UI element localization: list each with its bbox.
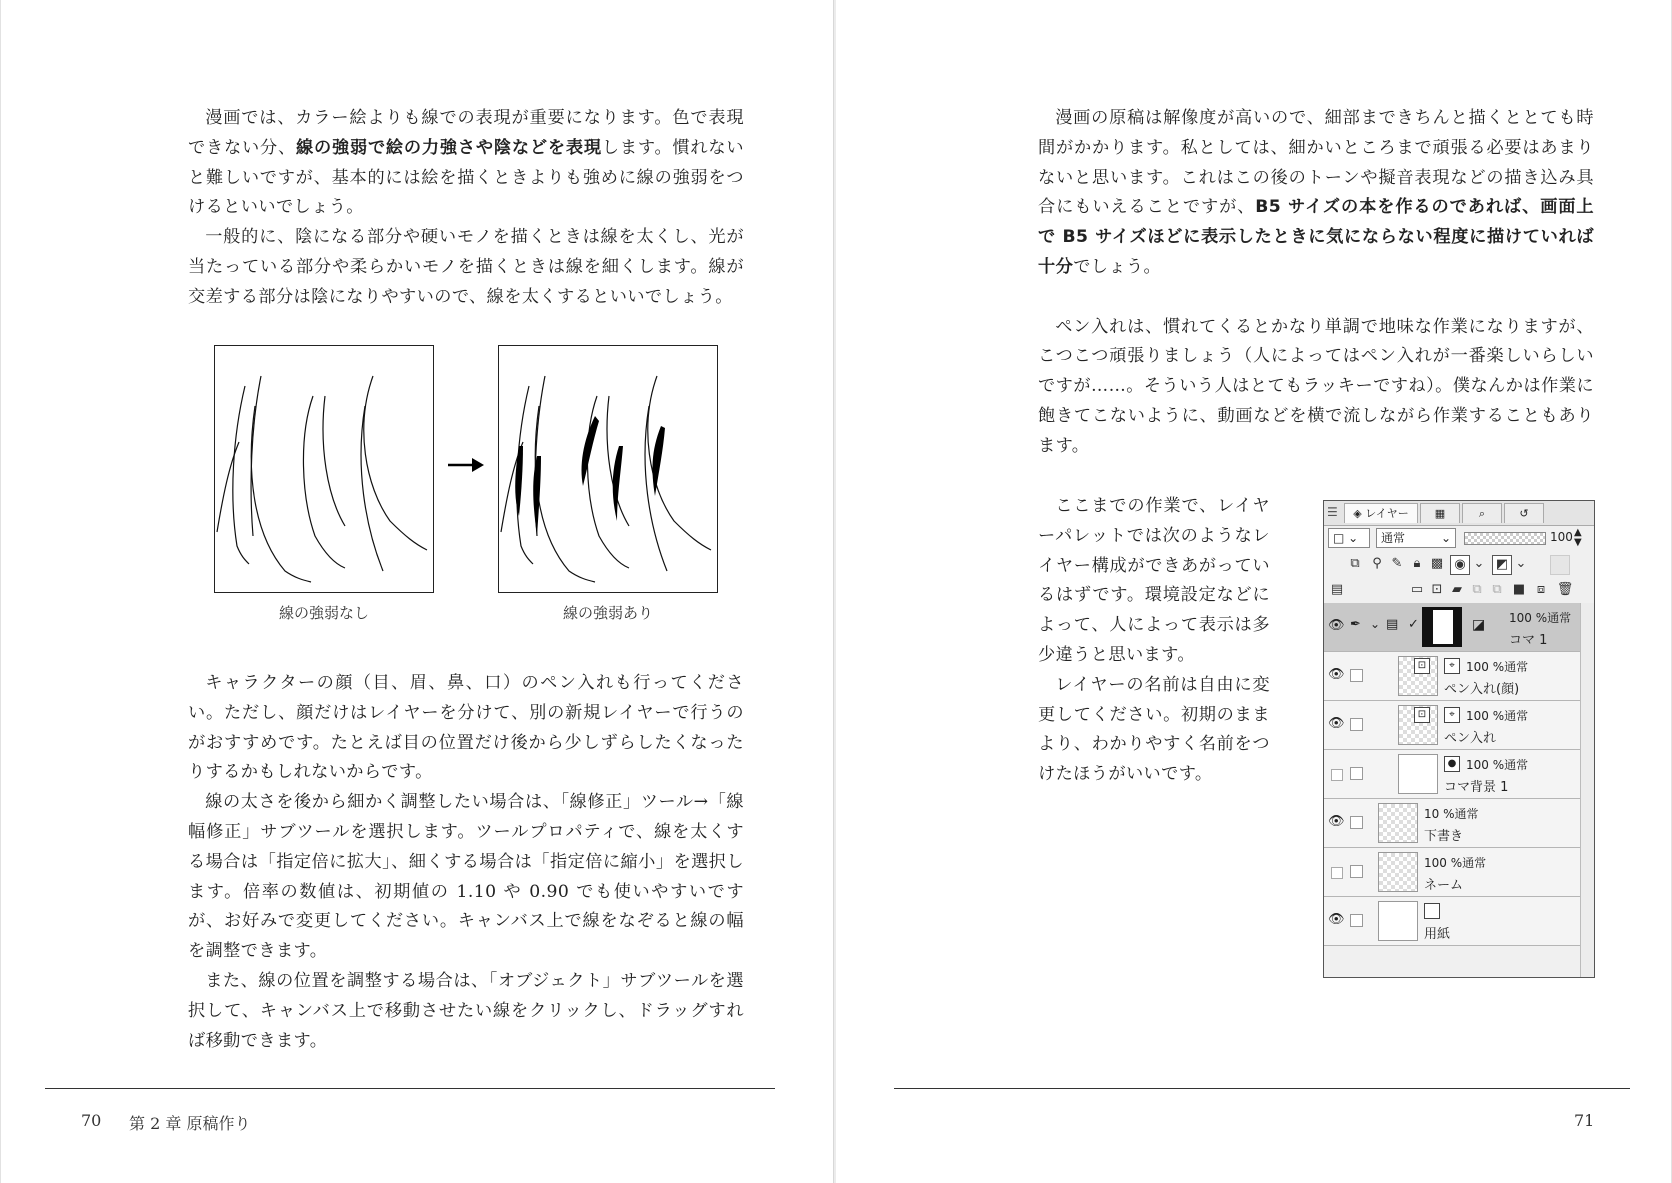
delete-layer-icon[interactable]: 🗑︎ [1556,582,1574,597]
layer-opacity-blend: 100 %通常 [1509,611,1572,625]
layer-name: ネーム [1424,878,1464,893]
show-mask-icon[interactable]: ◩ [1492,555,1512,575]
layer-type-icon: ⊡ [1414,707,1430,723]
page-number-left: 70 [81,1111,102,1130]
right-side-text [1038,492,1270,790]
paragraph: 漫画の原稿は解像度が高いので、細部まできちんと描くととても時間がかかります。私としては、細かいところまで頑張る必要はあまりないと思います。これはこの後のトーンや擬音表現などの描き込み具合にもいえることですが、B5 サイズの本を作るのであれば、画面上で B5 サイズほどに表示したときに気にならない程度に描けていれば十分でしょう。 [1038,108,1594,277]
tab-layer-property[interactable] [1420,503,1460,523]
checkmark-icon: ✓ [1408,617,1419,632]
layer-list-scrollbar[interactable] [1580,603,1594,977]
pen-icon[interactable]: ✒ [1350,617,1361,632]
layer-name: 用紙 [1424,927,1451,942]
layer-opacity-blend: 100 %通常 [1466,709,1529,723]
palette-color-icon[interactable] [1550,555,1570,575]
clip-layer-icon[interactable]: ⧉ [1350,556,1360,571]
opacity-slider[interactable] [1464,532,1546,545]
layer-name: コマ背景 1 [1444,780,1509,795]
merge-down-icon[interactable]: ⧉ [1492,582,1502,597]
history-icon: ↺ [1519,507,1529,520]
eye-icon[interactable]: 👁︎ [1328,716,1345,731]
chevron-down-icon[interactable]: ⌄ [1515,556,1527,571]
tab-layer-label: レイヤー [1365,507,1409,520]
mask-icon[interactable]: ◉ [1450,555,1470,575]
footer-rule [45,1088,775,1089]
layer-toolbar-2 [1328,579,1590,603]
mask-thumbnail-icon: ◪ [1472,617,1486,633]
vector-layer-icon: ⌖ [1444,707,1460,723]
layer-opacity-blend: 100 %通常 [1466,758,1529,772]
blend-mode-value: 通常 [1381,531,1406,545]
layer-thumbnail [1422,607,1462,647]
layer-check-icon[interactable] [1350,767,1363,780]
layer-thumbnail [1378,901,1418,941]
layer-toolbar-1 [1328,553,1590,577]
layer-row[interactable] [1324,799,1580,848]
new-vector-layer-icon[interactable]: ⊡ [1431,582,1443,597]
new-raster-layer-icon[interactable]: ▭ [1410,582,1424,597]
draft-layer-icon[interactable]: ✎ [1391,556,1403,571]
left-bottom-text [188,669,744,1056]
eye-icon[interactable]: 👁︎ [1328,912,1345,927]
layer-row[interactable] [1324,750,1580,799]
paragraph: ペン入れは、慣れてくるとかなり単調で地味な作業になりますが、こつこつ頑張りましょう（人によってはペン入れが一番楽しいらしいですが……。そういう人はとてもラッキーですね）。僕なんかは作業に飽きてこないように、動画などを横で流しながら作業することもあります。 [1038,316,1594,456]
emphasis-text: B5 サイズの本を作るのであれば、画面上で B5 サイズほどに表示したときに気にならない程度に描けていれば十分 [1038,197,1594,277]
layer-name: ペン入れ [1444,731,1497,746]
page-number-right: 71 [1574,1111,1595,1130]
paragraph: レイヤーの名前は自由に変更してください。初期のままより、わかりやすく名前をつけたほうがいいです。 [1038,674,1270,785]
layer-row[interactable] [1324,603,1580,652]
layer-name: コマ 1 [1509,633,1548,648]
palette-menu-icon[interactable]: ☰ [1327,505,1338,519]
layer-check-icon[interactable] [1350,669,1363,682]
tab-history[interactable] [1504,503,1544,523]
layer-thumbnail [1378,852,1418,892]
layers-icon: ◈ [1353,507,1366,520]
layer-check-icon[interactable] [1350,718,1363,731]
paragraph: キャラクターの顔（目、眉、鼻、口）のペン入れも行ってください。ただし、顔だけはレイヤーを分けて、別の新規レイヤーで行うのがおすすめです。たとえば目の位置だけ後から少しずらしたくなったりするかもしれないからです。 [188,673,744,783]
layer-check-icon[interactable] [1350,816,1363,829]
layer-row[interactable] [1324,848,1580,897]
color-select[interactable]: □ ⌄ [1328,528,1370,548]
tab-layer[interactable] [1344,503,1418,523]
hair-thin-lines-svg [215,346,433,592]
palette-tab-bar [1324,501,1594,526]
layer-row[interactable] [1324,701,1580,750]
frame-folder-icon: ▤ [1386,617,1399,632]
layer-palette [1323,500,1595,978]
vector-layer-icon: ⌖ [1444,658,1460,674]
paragraph: ここまでの作業で、レイヤーパレットでは次のようなレイヤー構成ができあがっているはずです。環境設定などによって、人によって表示は多少違うと思います。 [1038,496,1270,665]
opacity-value[interactable]: 100 [1550,530,1573,544]
paragraph: 一般的に、陰になる部分や硬いモノを描くときは線を太くし、光が当たっている部分や柔らかいモノを描くときは線を細くします。線が交差する部分は陰になりやすいので、線を太くするといいでしょう。 [188,227,744,307]
reference-layer-icon[interactable]: ⚲ [1372,556,1382,571]
layer-thumbnail [1378,803,1418,843]
fill-layer-icon: ● [1444,756,1460,772]
layer-thumbnail [1398,754,1438,794]
hair-with-variation-illustration [498,345,718,593]
emphasis-text: 線の強弱で絵の力強さや陰などを表現 [295,137,602,158]
layer-opacity-blend: 100 %通常 [1466,660,1529,674]
paragraph: 線の太さを後から細かく調整したい場合は、「線修正」ツール→「線幅修正」サブツールを選択します。ツールプロパティで、線を太くする場合は「指定倍に拡大」、細くする場合は「指定倍に縮小」を選択します。倍率の数値は、初期値の 1.10 や 0.90 でも使いやすいですが、お好みで変更してください。キャンバス上で線をなぞると線の幅を調整できます。 [188,792,744,962]
chevron-down-icon[interactable]: ⌄ [1473,556,1485,571]
apply-mask-icon[interactable]: ⧈ [1536,582,1546,597]
layer-check-icon[interactable] [1350,914,1363,927]
arrow-icon [448,453,484,477]
paper-layer-icon [1424,903,1440,919]
blend-opacity-row [1328,528,1590,550]
hair-thick-lines-svg [499,346,717,592]
layer-list-icon[interactable]: ▤ [1330,582,1344,597]
layer-opacity-blend: 10 %通常 [1424,807,1479,821]
layer-row[interactable] [1324,652,1580,701]
eye-hidden-icon[interactable] [1331,867,1343,879]
layer-type-icon: ⊡ [1414,658,1430,674]
hair-no-variation-illustration [214,345,434,593]
left-top-text [188,104,744,313]
transfer-down-icon[interactable]: ⧉ [1472,582,1482,597]
eye-hidden-icon[interactable] [1331,769,1343,781]
layer-name: ペン入れ(顔) [1444,682,1520,697]
left-page [0,0,834,1183]
layer-opacity-blend: 100 %通常 [1424,856,1487,870]
chevron-down-icon[interactable]: ⌄ [1370,617,1381,631]
opacity-stepper-icon[interactable]: ▲ ▼ [1574,527,1582,548]
layer-list [1324,603,1594,977]
layer-name: 下書き [1424,829,1464,844]
lock-icon[interactable]: 🔒︎ [1413,556,1421,571]
right-top-text [1038,104,1594,462]
search-layer-icon: ⌕ [1478,507,1486,520]
eye-icon[interactable]: 👁︎ [1328,618,1345,633]
eye-icon[interactable]: 👁︎ [1328,667,1345,682]
layer-check-icon[interactable] [1350,865,1363,878]
chevron-down-icon: ⌄ [1440,531,1451,545]
new-folder-icon[interactable]: ▰ [1452,582,1462,597]
caption-with-variation: 線の強弱あり [562,604,653,622]
paragraph: また、線の位置を調整する場合は、「オブジェクト」サブツールを選択して、キャンバス上で移動させたい線をクリックし、ドラッグすれば移動できます。 [188,970,744,1051]
create-mask-icon[interactable]: ■ [1512,582,1526,597]
tab-search-layer[interactable] [1462,503,1502,523]
caption-no-variation: 線の強弱なし [278,604,369,622]
chapter-title: 第 2 章 原稿作り [129,1114,251,1133]
layer-row[interactable] [1324,897,1580,946]
paragraph: 漫画では、カラー絵よりも線での表現が重要になります。色で表現できない分、線の強弱で絵の力強さや陰などを表現します。慣れないと難しいですが、基本的には絵を描くときよりも強めに線の強弱をつけるといいでしょう。 [188,108,745,218]
layer-property-icon: ▦ [1434,507,1446,520]
blend-mode-select[interactable] [1376,528,1456,548]
eye-icon[interactable]: 👁︎ [1328,814,1345,829]
footer-rule [894,1088,1630,1089]
lock-transparency-icon[interactable]: ▩ [1430,556,1444,571]
